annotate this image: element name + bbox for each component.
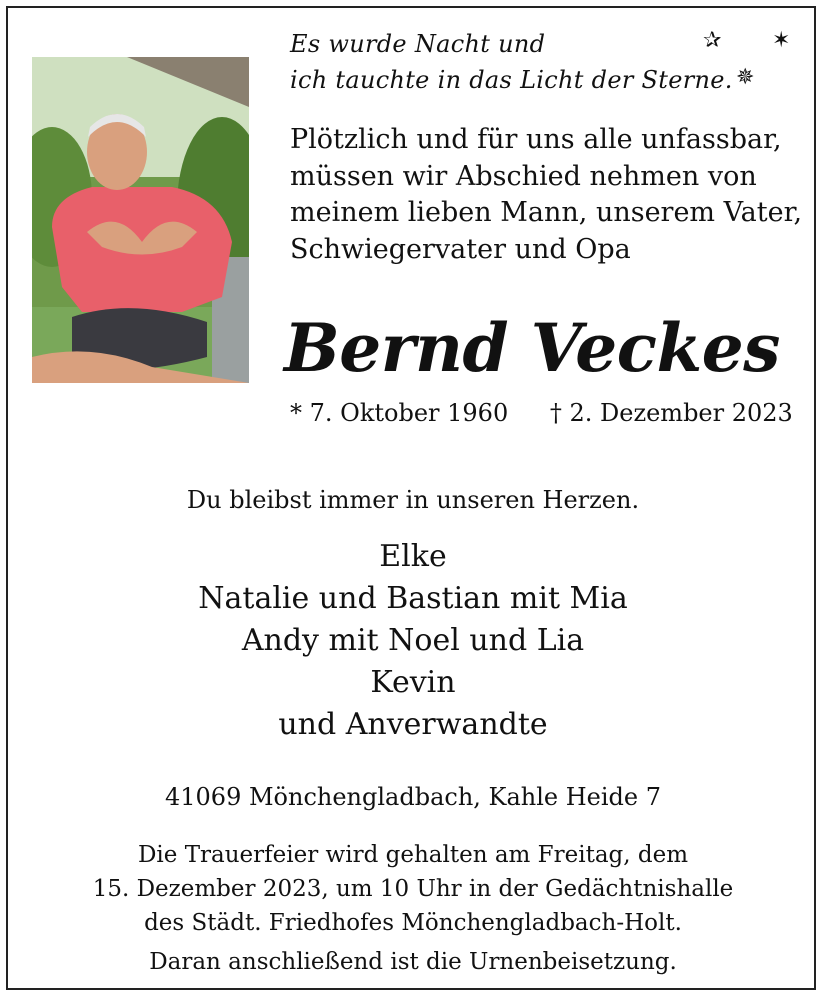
family-member: Kevin: [370, 665, 456, 700]
intro-line: Schwiegervater und Opa: [290, 233, 631, 265]
burial-info: Daran anschließend ist die Urnenbeisetzung.: [149, 949, 677, 975]
outline-star-icon: ✰: [703, 28, 722, 53]
asterisk-star-icon: ✵: [736, 65, 755, 90]
family-member: Elke: [379, 539, 447, 574]
family-member: Andy mit Noel und Lia: [241, 623, 585, 658]
intro-text: [290, 122, 802, 268]
poem-line-1: Es wurde Nacht und: [290, 30, 546, 58]
intro-line: Plötzlich und für uns alle unfassbar,: [290, 124, 782, 155]
poem-line-2: ich tauchte in das Licht der Sterne.: [290, 66, 733, 94]
family-member: Natalie und Bastian mit Mia: [198, 581, 628, 616]
family-member: und Anverwandte: [278, 707, 548, 742]
family-list: [0, 536, 826, 746]
address: 41069 Mönchengladbach, Kahle Heide 7: [164, 783, 662, 811]
solid-star-icon: ✶: [772, 28, 791, 53]
intro-line: müssen wir Abschied nehmen von: [290, 160, 757, 192]
service-line: des Städt. Friedhofes Mönchengladbach-Holt.: [144, 910, 682, 936]
service-line: 15. Dezember 2023, um 10 Uhr in der Gedächtnishalle: [92, 876, 734, 902]
service-info: [0, 838, 826, 940]
death-date: † 2. Dezember 2023: [549, 399, 793, 427]
life-dates: [290, 396, 793, 430]
intro-line: meinem lieben Mann, unserem Vater,: [290, 197, 803, 228]
deceased-name: Bernd Veckes: [284, 309, 780, 387]
motto: Du bleibst immer in unseren Herzen.: [186, 486, 640, 514]
poem: [290, 26, 733, 98]
service-line: Die Trauerfeier wird gehalten am Freitag, dem: [137, 842, 689, 868]
birth-date: * 7. Oktober 1960: [290, 399, 509, 427]
portrait-photo: [32, 57, 249, 383]
